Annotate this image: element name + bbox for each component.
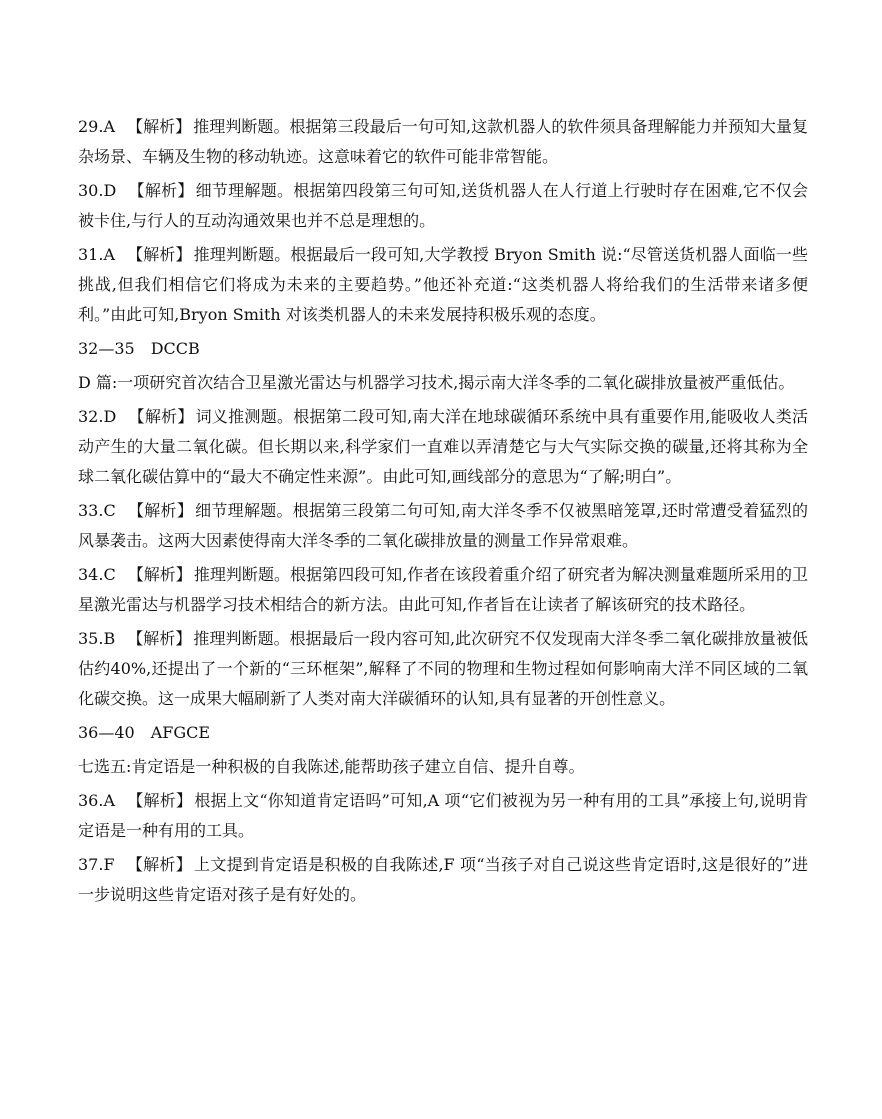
answer-item-35 xyxy=(78,624,808,714)
analysis-text: 细节理解题。根据第四段第三句可知,送货机器人在人行道上行驶时存在困难,它不仅会被卡住,与行人的互动沟通效果也并不总是理想的。 xyxy=(78,181,808,230)
answer-item-29 xyxy=(78,112,808,172)
answer-item-32 xyxy=(78,402,808,492)
analysis-text: 推理判断题。根据最后一段可知,大学教授 Bryon Smith 说:“尽管送货机器人面临一些挑战,但我们相信它们将成为未来的主要趋势。”他还补充道:“这类机器人将给我们的生活带来诸多便利。”由此可知,Bryon Smith 对该类机器人的未来发展持积极乐观的态度。 xyxy=(78,245,808,324)
answer-item-31 xyxy=(78,240,808,330)
item-number: 31.A xyxy=(78,245,115,264)
analysis-tag: 【解析】 xyxy=(128,407,194,426)
answer-item-37 xyxy=(78,850,808,910)
analysis-text: 根据上文“你知道肯定语吗”可知,A 项“它们被视为另一种有用的工具”承接上句,说明肯定语是一种有用的工具。 xyxy=(78,791,808,840)
item-number: 37.F xyxy=(78,855,115,874)
answers-36-40: 36—40 AFGCE xyxy=(78,723,211,742)
answer-page xyxy=(78,112,808,914)
analysis-tag: 【解析】 xyxy=(127,565,192,584)
analysis-text: 上文提到肯定语是积极的自我陈述,F 项“当孩子对自己说这些肯定语时,这是很好的”进一步说明这些肯定语对孩子是有好处的。 xyxy=(78,855,808,904)
analysis-text: 词义推测题。根据第二段可知,南大洋在地球碳循环系统中具有重要作用,能吸收人类活动产生的大量二氧化碳。但长期以来,科学家们一直难以弄清楚它与大气实际交换的碳量,还将其称为全球二氧化碳估算中的“最大不确定性来源”。由此可知,画线部分的意思为“了解;明白”。 xyxy=(78,407,808,486)
analysis-text: 细节理解题。根据第三段第二句可知,南大洋冬季不仅被黑暗笼罩,还时常遭受着猛烈的风暴袭击。这两大因素使得南大洋冬季的二氧化碳排放量的测量工作异常艰难。 xyxy=(78,501,808,550)
analysis-tag: 【解析】 xyxy=(127,791,193,810)
passage-qixuanwu-summary: 七选五:肯定语是一种积极的自我陈述,能帮助孩子建立自信、提升自尊。 xyxy=(78,757,585,776)
item-number: 34.C xyxy=(78,565,116,584)
answer-item-36 xyxy=(78,786,808,846)
passage-d-summary: D 篇:一项研究首次结合卫星激光雷达与机器学习技术,揭示南大洋冬季的二氧化碳排放量被严重低估。 xyxy=(78,373,795,392)
analysis-tag: 【解析】 xyxy=(127,245,192,264)
answer-item-34 xyxy=(78,560,808,620)
item-number: 33.C xyxy=(78,501,116,520)
analysis-text: 推理判断题。根据第四段可知,作者在该段着重介绍了研究者为解决测量难题所采用的卫星激光雷达与机器学习技术相结合的新方法。由此可知,作者旨在让读者了解该研究的技术路径。 xyxy=(78,565,808,614)
answers-32-35: 32—35 DCCB xyxy=(78,339,200,358)
answer-item-33 xyxy=(78,496,808,556)
analysis-text: 推理判断题。根据第三段最后一句可知,这款机器人的软件须具备理解能力并预知大量复杂场景、车辆及生物的移动轨迹。这意味着它的软件可能非常智能。 xyxy=(78,117,808,166)
analysis-tag: 【解析】 xyxy=(127,117,192,136)
analysis-tag: 【解析】 xyxy=(126,855,193,874)
analysis-text: 推理判断题。根据最后一段内容可知,此次研究不仅发现南大洋冬季二氧化碳排放量被低估约40%,还提出了一个新的“三环框架”,解释了不同的物理和生物过程如何影响南大洋不同区域的二氧化碳交换。这一成果大幅刷新了人类对南大洋碳循环的认知,具有显著的开创性意义。 xyxy=(78,629,808,708)
analysis-tag: 【解析】 xyxy=(127,501,194,520)
analysis-tag: 【解析】 xyxy=(128,181,194,200)
analysis-tag: 【解析】 xyxy=(127,629,192,648)
answer-item-30 xyxy=(78,176,808,236)
item-number: 29.A xyxy=(78,117,115,136)
item-number: 35.B xyxy=(78,629,116,648)
item-number: 36.A xyxy=(78,791,115,810)
item-number: 30.D xyxy=(78,181,117,200)
item-number: 32.D xyxy=(78,407,117,426)
